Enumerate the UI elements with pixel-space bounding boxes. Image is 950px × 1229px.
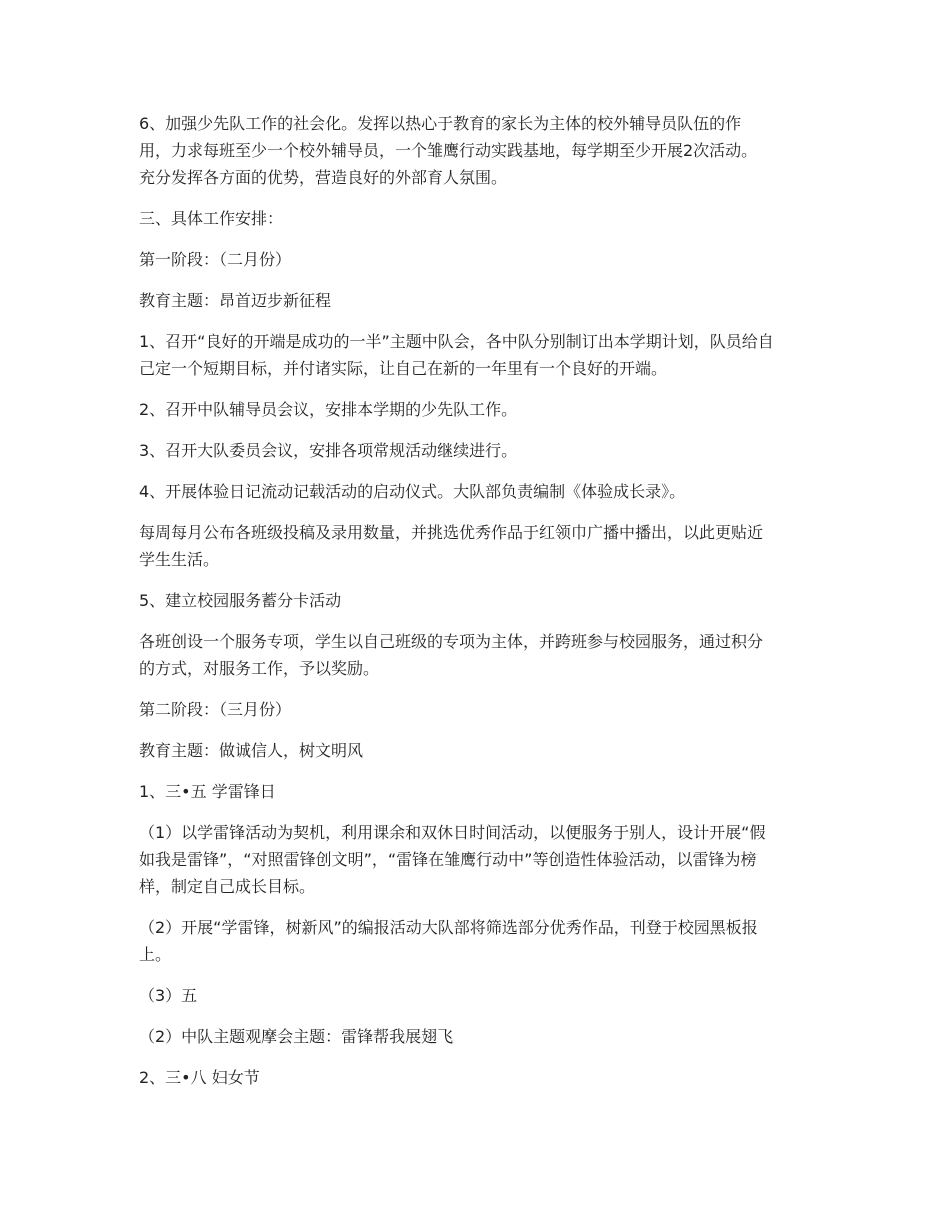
text-line: （1）以学雷锋活动为契机，利用课余和双休日时间活动，以便服务于别人，设计开展“假 [139,823,766,842]
text-line: 上。 [139,945,172,964]
text-line: 充分发挥各方面的优势，营造良好的外部育人氛围。 [139,168,508,187]
paragraph [139,737,819,764]
text-line: 4、开展体验日记流动记载活动的启动仪式。大队部负责编制《体验成长录》。 [139,482,686,501]
text-line: 5、建立校园服务蓄分卡活动 [139,591,342,610]
text-line: 1、三•五 学雷锋日 [139,782,276,801]
text-line: 2、召开中队辅导员会议，安排本学期的少先队工作。 [139,400,518,419]
paragraph [139,396,819,423]
paragraph [139,587,819,614]
text-line: （3）五 [139,986,198,1005]
paragraph [139,205,819,232]
paragraph [139,696,819,723]
paragraph [139,437,819,464]
text-line: 各班创设一个服务专项，学生以自己班级的专项为主体，并跨班参与校园服务，通过积分 [139,632,764,651]
text-line: 样，制定自己成长目标。 [139,877,316,896]
text-line: 每周每月公布各班级投稿及录用数量，并挑选优秀作品于红领巾广播中播出，以此更贴近 [139,523,764,542]
text-line: 3、召开大队委员会议，安排各项常规活动继续进行。 [139,441,518,460]
text-line: 第一阶段：（二月份） [139,250,292,269]
text-line: 第二阶段：（三月份） [139,700,292,719]
paragraph [139,1023,819,1050]
paragraph [139,778,819,805]
text-line: 的方式，对服务工作，予以奖励。 [139,659,380,678]
text-line: 6、加强少先队工作的社会化。发挥以热心于教育的家长为主体的校外辅导员队伍的作 [139,114,742,133]
text-line: 三、具体工作安排： [139,209,284,228]
paragraph [139,287,819,314]
document-page [139,110,819,1105]
paragraph [139,519,819,573]
text-line: （2）中队主题观摩会主题：雷锋帮我展翅飞 [139,1027,454,1046]
text-line: （2）开展“学雷锋，树新风”的编报活动大队部将筛选部分优秀作品，刊登于校园黑板报 [139,918,758,937]
text-line: 学生生活。 [139,550,220,569]
text-line: 2、三•八 妇女节 [139,1068,260,1087]
text-line: 教育主题：做诚信人，树文明风 [139,741,364,760]
paragraph [139,982,819,1009]
paragraph [139,1064,819,1091]
text-line: 1、召开“良好的开端是成功的一半”主题中队会，各中队分别制订出本学期计划，队员给自 [139,332,774,351]
text-line: 用，力求每班至少一个校外辅导员，一个雏鹰行动实践基地，每学期至少开展2次活动。 [139,141,758,160]
text-line: 教育主题：昂首迈步新征程 [139,291,332,310]
paragraph [139,819,819,900]
text-line: 如我是雷锋”，“对照雷锋创文明”，“雷锋在雏鹰行动中”等创造性体验活动，以雷锋为榜 [139,850,757,869]
paragraph [139,628,819,682]
paragraph [139,110,819,191]
paragraph [139,246,819,273]
paragraph [139,328,819,382]
text-line: 己定一个短期目标，并付诸实际，让自己在新的一年里有一个良好的开端。 [139,359,668,378]
paragraph [139,478,819,505]
paragraph [139,914,819,968]
